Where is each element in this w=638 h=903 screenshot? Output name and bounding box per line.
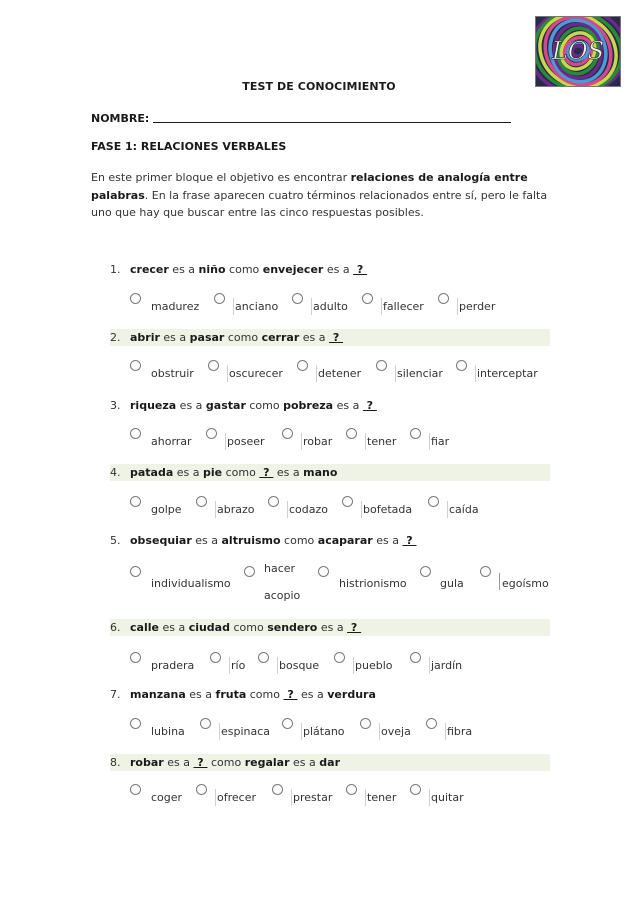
question-term: obsequiar	[130, 534, 192, 547]
answer-radio[interactable]	[410, 652, 421, 663]
cell-divider	[365, 433, 366, 450]
question-prompt	[110, 261, 550, 278]
question-text	[130, 464, 337, 481]
question-term: niño	[198, 263, 226, 276]
cell-divider	[225, 433, 226, 450]
question-term: abrir	[130, 331, 160, 344]
question-connector: es a	[273, 466, 304, 479]
answer-option-label[interactable]: pradera	[151, 659, 195, 672]
answer-radio[interactable]	[297, 360, 308, 371]
question-connector: es a	[372, 534, 403, 547]
cell-divider	[429, 789, 430, 806]
question-term: dar	[319, 756, 340, 769]
question-prompt	[110, 754, 550, 771]
answer-option-label[interactable]: fibra	[447, 725, 473, 738]
question-blank: ?	[283, 688, 298, 701]
logo-swirl-graphic	[536, 17, 620, 86]
question-term: verdura	[327, 688, 376, 701]
question-connector: como	[229, 621, 268, 634]
question-connector: es a	[168, 263, 199, 276]
answer-option-label[interactable]: prestar	[293, 791, 333, 804]
question-prompt	[110, 619, 550, 636]
question-connector: como	[224, 331, 262, 344]
logo	[535, 16, 621, 87]
question-connector: es a	[185, 688, 216, 701]
question-prompt	[110, 329, 550, 346]
question-connector: como	[280, 534, 318, 547]
answer-option-label[interactable]: quitar	[431, 791, 464, 804]
cell-divider	[277, 657, 278, 674]
cell-divider	[457, 298, 458, 315]
question-number: 2.	[110, 331, 121, 344]
question-number: 5.	[110, 534, 121, 547]
cell-divider	[475, 365, 476, 382]
answer-radio[interactable]	[130, 784, 141, 795]
cell-divider	[291, 789, 292, 806]
logo-text: LOS	[551, 37, 605, 65]
question-connector: es a	[159, 331, 190, 344]
question-connector: es a	[317, 621, 348, 634]
question-term: regalar	[244, 756, 290, 769]
answer-radio[interactable]	[456, 360, 467, 371]
answer-option-label[interactable]: oscurecer	[229, 367, 283, 380]
question-term: crecer	[130, 263, 169, 276]
question-connector: es a	[191, 534, 222, 547]
cell-divider	[429, 433, 430, 450]
cell-divider	[429, 657, 430, 674]
question-text	[130, 329, 343, 346]
question-term: pie	[203, 466, 223, 479]
answer-radio[interactable]	[410, 428, 421, 439]
answer-option-label[interactable]: golpe	[151, 503, 182, 516]
section-heading: FASE 1: RELACIONES VERBALES	[91, 140, 287, 153]
question-blank: ?	[402, 534, 417, 547]
instructions-bold: relaciones de analogía entre palabras	[91, 171, 528, 202]
question-term: patada	[130, 466, 174, 479]
question-connector: es a	[299, 331, 329, 344]
cell-divider	[353, 657, 354, 674]
cell-divider	[365, 789, 366, 806]
question-number: 1.	[110, 263, 121, 276]
question-blank: ?	[353, 263, 368, 276]
cell-divider	[445, 723, 446, 740]
question-prompt	[110, 532, 550, 549]
question-connector: es a	[173, 466, 204, 479]
question-connector: es a	[158, 621, 189, 634]
answer-radio[interactable]	[318, 566, 329, 577]
question-connector: como	[225, 263, 263, 276]
answer-option-label[interactable]: perder	[459, 300, 496, 313]
answer-radio[interactable]	[244, 566, 255, 577]
answer-radio[interactable]	[210, 652, 221, 663]
question-term: calle	[130, 621, 159, 634]
cell-divider	[219, 723, 220, 740]
answer-option-label[interactable]: pueblo	[355, 659, 393, 672]
question-number: 8.	[110, 756, 121, 769]
question-connector: es a	[176, 399, 206, 412]
question-term: riqueza	[130, 399, 177, 412]
question-term: ciudad	[188, 621, 230, 634]
question-blank: ?	[362, 399, 377, 412]
answer-option-label[interactable]: ahorrar	[151, 435, 192, 448]
answer-radio[interactable]	[428, 496, 439, 507]
answer-radio[interactable]	[206, 428, 217, 439]
answer-option-label[interactable]: egoísmo	[502, 577, 549, 590]
question-text	[130, 261, 367, 278]
cell-divider	[395, 365, 396, 382]
answer-option-label[interactable]: obstruir	[151, 367, 194, 380]
answer-option-label[interactable]: abrazo	[217, 503, 255, 516]
answer-option-label[interactable]: detener	[318, 367, 362, 380]
answer-radio[interactable]	[410, 784, 421, 795]
answer-option-label[interactable]: fallecer	[383, 300, 424, 313]
answer-radio[interactable]	[130, 566, 141, 577]
question-term: pasar	[189, 331, 225, 344]
question-connector: es a	[297, 688, 328, 701]
answer-option-label[interactable]: poseer	[227, 435, 265, 448]
answer-option-label[interactable]: individualismo	[151, 577, 231, 590]
question-prompt	[110, 397, 550, 414]
answer-option-label[interactable]: fiar	[431, 435, 450, 448]
name-underline	[153, 122, 511, 123]
cell-divider	[361, 501, 362, 518]
answer-radio[interactable]	[346, 428, 357, 439]
question-prompt	[110, 686, 550, 703]
answer-radio[interactable]	[272, 784, 283, 795]
answer-radio[interactable]	[346, 784, 357, 795]
answer-option-label[interactable]: caída	[449, 503, 479, 516]
question-connector: como	[207, 756, 245, 769]
cell-divider	[301, 433, 302, 450]
answer-radio[interactable]	[420, 566, 431, 577]
answer-option-label[interactable]: acopio	[264, 589, 301, 602]
question-blank: ?	[329, 331, 344, 344]
answer-option-label[interactable]: adulto	[313, 300, 348, 313]
answer-radio[interactable]	[130, 496, 141, 507]
question-connector: es a	[333, 399, 363, 412]
answer-option-label[interactable]: interceptar	[477, 367, 538, 380]
answer-option-label[interactable]: robar	[303, 435, 333, 448]
cell-divider	[229, 657, 230, 674]
question-term: gastar	[205, 399, 246, 412]
answer-option-label[interactable]: espinaca	[221, 725, 271, 738]
question-blank: ?	[347, 621, 362, 634]
answer-option-label[interactable]: río	[231, 659, 246, 672]
answer-option-label[interactable]: lubina	[151, 725, 185, 738]
answer-radio[interactable]	[130, 360, 141, 371]
answer-option-label[interactable]: histrionismo	[339, 577, 407, 590]
cell-divider	[381, 298, 382, 315]
cell-divider	[301, 723, 302, 740]
answer-option-label[interactable]: plátano	[303, 725, 345, 738]
question-term: acaparar	[317, 534, 373, 547]
answer-option-label[interactable]: silenciar	[397, 367, 443, 380]
page-title: TEST DE CONOCIMIENTO	[242, 80, 396, 93]
answer-option-label[interactable]: oveja	[381, 725, 411, 738]
answer-radio[interactable]	[438, 293, 449, 304]
answer-option-label[interactable]: codazo	[289, 503, 329, 516]
question-prompt	[110, 464, 550, 481]
question-number: 3.	[110, 399, 121, 412]
answer-option-label[interactable]: tener	[367, 435, 397, 448]
answer-radio[interactable]	[480, 566, 491, 577]
answer-radio[interactable]	[214, 293, 225, 304]
answer-radio[interactable]	[208, 360, 219, 371]
answer-option-label[interactable]: bofetada	[363, 503, 413, 516]
cell-divider	[499, 573, 500, 590]
answer-option-label[interactable]: anciano	[235, 300, 279, 313]
cell-divider	[227, 365, 228, 382]
instructions-text-2: . En la frase aparecen cuatro términos relacionados entre sí, pero le falta uno que hay que buscar entre las cinco respuestas posibles.	[91, 188, 548, 219]
question-term: altruismo	[221, 534, 281, 547]
answer-radio[interactable]	[130, 718, 141, 729]
answer-option-label[interactable]: ofrecer	[217, 791, 256, 804]
answer-radio[interactable]	[130, 428, 141, 439]
answer-radio[interactable]	[258, 652, 269, 663]
answer-radio[interactable]	[130, 652, 141, 663]
cell-divider	[215, 789, 216, 806]
cell-divider	[287, 501, 288, 518]
answer-option-label[interactable]: madurez	[151, 300, 200, 313]
question-connector: como	[222, 466, 260, 479]
answer-option-label[interactable]: hacer	[264, 562, 296, 575]
question-blank: ?	[259, 466, 274, 479]
answer-radio[interactable]	[196, 784, 207, 795]
cell-divider	[311, 298, 312, 315]
instructions-text-1: En este primer bloque el objetivo es encontrar	[91, 171, 351, 184]
answer-radio[interactable]	[282, 718, 293, 729]
answer-radio[interactable]	[282, 428, 293, 439]
answer-radio[interactable]	[196, 496, 207, 507]
cell-divider	[215, 501, 216, 518]
question-text	[130, 686, 376, 703]
question-connector: como	[246, 688, 284, 701]
question-number: 7.	[110, 688, 121, 701]
question-number: 6.	[110, 621, 121, 634]
question-connector: como	[245, 399, 284, 412]
answer-radio[interactable]	[342, 496, 353, 507]
answer-radio[interactable]	[130, 293, 141, 304]
answer-option-label[interactable]: gula	[440, 577, 464, 590]
answer-radio[interactable]	[200, 718, 211, 729]
question-term: fruta	[215, 688, 247, 701]
question-term: robar	[130, 756, 164, 769]
question-connector: es a	[289, 756, 320, 769]
question-term: sendero	[267, 621, 318, 634]
answer-option-label[interactable]: bosque	[279, 659, 320, 672]
answer-radio[interactable]	[362, 293, 373, 304]
question-term: envejecer	[262, 263, 324, 276]
question-number: 4.	[110, 466, 121, 479]
question-term: cerrar	[261, 331, 300, 344]
answer-radio[interactable]	[376, 360, 387, 371]
answer-option-label[interactable]: coger	[151, 791, 183, 804]
question-connector: es a	[163, 756, 194, 769]
question-term: manzana	[130, 688, 186, 701]
cell-divider	[379, 723, 380, 740]
answer-radio[interactable]	[292, 293, 303, 304]
question-term: mano	[303, 466, 338, 479]
answer-option-label[interactable]: tener	[367, 791, 397, 804]
question-text	[130, 397, 377, 414]
cell-divider	[447, 501, 448, 518]
question-connector: es a	[323, 263, 354, 276]
name-field	[91, 112, 511, 125]
question-term: pobreza	[283, 399, 334, 412]
question-blank: ?	[193, 756, 208, 769]
question-text	[130, 754, 340, 771]
answer-radio[interactable]	[334, 652, 345, 663]
cell-divider	[233, 298, 234, 315]
question-text	[130, 619, 361, 636]
question-text	[130, 532, 416, 549]
instructions-paragraph	[91, 169, 561, 222]
name-label: NOMBRE:	[91, 112, 150, 125]
answer-radio[interactable]	[426, 718, 437, 729]
answer-option-label[interactable]: jardín	[431, 659, 463, 672]
cell-divider	[316, 365, 317, 382]
answer-radio[interactable]	[360, 718, 371, 729]
answer-radio[interactable]	[268, 496, 279, 507]
